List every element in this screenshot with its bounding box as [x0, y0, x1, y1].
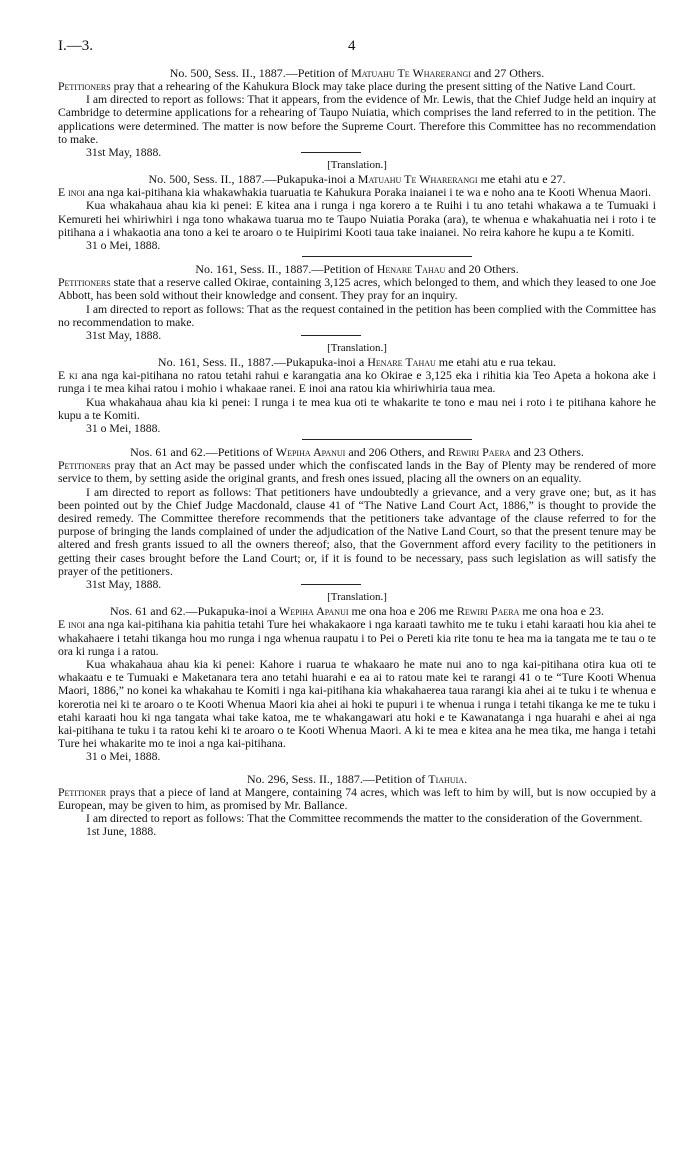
maori-report-text: Kua whakahaua ahau kia ki penei: I runga i te mea kua oti te whakarite te tono e mau nei i roto i te pitihana kahore he kupu a te Komiti. — [58, 395, 656, 422]
translation-label: [Translation.] — [327, 159, 387, 172]
report-date: 31st May, 1888. — [86, 146, 162, 160]
section-title: No. 296, Sess. II., 1887.—Petition of Tiahuia. — [246, 771, 468, 786]
petition-text: Petitioner prays that a piece of land at Mangere, containing 74 acres, which was left to him by will, but is now occupied by a European, may be given to him, as promised by Mr. Ballance. — [58, 785, 656, 812]
maori-report-date: 31 o Mei, 1888. — [86, 422, 161, 436]
divider — [301, 152, 361, 153]
maori-petition-text: E inoi ana nga kai-pitihana kia whakawhakia tuaruatia te Kahukura Poraka inaianei i te wa e noho ana te Kooti Whenua Maori. — [58, 186, 652, 200]
report-text: I am directed to report as follows: That the Committee recommends the matter to the consideration of the Government. — [86, 811, 643, 825]
page-number: 4 — [348, 38, 356, 54]
section-title: No. 500, Sess. II., 1887.—Petition of Matuahu Te Wharerangi and 27 Others. — [169, 66, 545, 80]
section-divider — [302, 256, 472, 257]
divider — [301, 335, 361, 336]
petition-text: Petitioners pray that a rehearing of the Kahukura Block may take place during the present sitting of the Native Land Court. — [58, 80, 636, 93]
petition-text: Petitioners state that a reserve called Okirae, containing 3,125 acres, which belonged to them, and which they leased to one Joe Abbott, has been sold without their knowledge and consent. They pray for an inquiry. — [58, 276, 656, 303]
report-date: 31st May, 1888. — [86, 578, 162, 592]
translation-label: [Translation.] — [327, 342, 387, 355]
report-reference: I.—3. — [58, 38, 93, 54]
report-date: 31st May, 1888. — [86, 329, 162, 343]
maori-petition-text: E inoi ana nga kai-pitihana kia pahitia tetahi Ture hei whakakaore i nga karaati tawhito me te tuku i etahi karaati hou kia ahei te whakahaere i tetahi tikanga hou mo runga i nga whenua raupatu i to Pei o Pereti kia rite tonu te hea ma ia tangata me te tau o te ora ki runga i a ratou. — [58, 618, 656, 658]
maori-section-title: Nos. 61 and 62.—Pukapuka-inoi a Wepiha Apanui me ona hoa e 206 me Rewiri Paera me ona hoa e 23. — [109, 604, 605, 619]
petition-text: Petitioners pray that an Act may be passed under which the confiscated lands in the Bay of Plenty may be rendered of more service to them, by setting aside the original grants, and fresh ones issued, placing all the owners on an equality. — [58, 459, 656, 486]
section-title: Nos. 61 and 62.—Petitions of Wepiha Apanui and 206 Others, and Rewiri Paera and 23 Others. — [130, 445, 584, 460]
translation-label: [Translation.] — [327, 591, 387, 604]
maori-report-text: Kua whakahaua ahau kia ki penei: Kahore i ruarua te whakaaro he mate nui ano to nga kai-pitihana otira kua oti te whakaatu e te Tumuaki e Maketanara tera ano tetahi huarahi e ea ai to ratou mate kei te rarangi 41 o te “Ture Kooti Whenua Maori, 1886,” no konei ka whakahau te Komiti i nga kai-pitihana kia whakahaerea taua rarangi kia ahei ai te tuku i te whenua e korerotia nei ki te aroaro o te Kooti Whenua Maori kia ahei ai hoki te pupuri i te whenua i runga i tetahi tikanga ke me te tuku i etahi karaati hou ki nga tangata whai take katoa, me te whakangawari atu hoki e te Kawanatanga i nga huarahi e ahei ai nga kai-pitihana te tuku i ta ratou kehi ki te aroaro o te Kooti Whenua Maori. A ki te mea e kitea ana he mea tika, me hanga i tetahi Ture hei whakarite mo te inoi a nga kai-pitihana. — [58, 657, 656, 751]
section-title: No. 161, Sess. II., 1887.—Petition of Henare Tahau and 20 Others. — [195, 262, 519, 277]
maori-report-text: Kua whakahaua ahau kia ki penei: E kitea ana i runga i nga korero a te Ruihi i tu ano tetahi whakawa a te Tumuaki i Kemureti hei whiriwhiri i nga tono whakawa tuarua mo te Taupo Nuiatia Poraka (ara), te whenua e whakahuatia nei i roto i te pitihana a i whakaotia ana tono a kei te aroaro o te Huipirimi Kooti taua take inaianei. No reira kahore he kupu a te Komiti. — [58, 199, 656, 239]
maori-petition-text: E ki ana nga kai-pitihana no ratou tetahi rahui e karangatia ana ko Okirae e 3,125 eka i rihitia kia Teo Apeta a hokona ake i runga i te mea kihai ratou i mohio i whakaae ranei. E inoi ana ratou kia whiriwhiria taua mea. — [58, 369, 656, 396]
maori-report-date: 31 o Mei, 1888. — [86, 750, 161, 764]
maori-section-title: No. 500, Sess. II., 1887.—Pukapuka-inoi a Matuahu Te Wharerangi me etahi atu e 27. — [148, 172, 566, 187]
report-text: I am directed to report as follows: That as the request contained in the petition has been complied with the Committee has no recommendation to make. — [58, 302, 656, 329]
divider — [301, 584, 361, 585]
section-divider — [302, 439, 472, 440]
report-text: I am directed to report as follows: That it appears, from the evidence of Mr. Lewis, that the Chief Judge held an inquiry at Cambridge to determine applications for a rehearing of Taupo Nuiatia, which comprises the land referred to in the petition. The applications were determined. The matter is now before the Supreme Court. Therefore this Committee has no recommendation to make. — [58, 93, 656, 146]
report-date: 1st June, 1888. — [86, 825, 157, 839]
maori-section-title: No. 161, Sess. II., 1887.—Pukapuka-inoi a Henare Tahau me etahi atu e rua tekau. — [157, 355, 557, 370]
page-header — [58, 38, 656, 66]
maori-report-date: 31 o Mei, 1888. — [86, 239, 161, 253]
report-text: I am directed to report as follows: That petitioners have undoubtedly a grievance, and a very grave one; but, as it has been pointed out by the Chief Judge Macdonald, clause 41 of “The Native Land Court Act, 1886,” is thought to provide the desired remedy. The Committee therefore recommends that the petitioners take advantage of the clause referred to for the purpose of bringing the lands complained of under the adjudication of the Native Land Court, so that the present tenure may be altered and fresh grants issued to all the owners thereof; also, that the Government afford every facility to the petitioners in getting their cases brought before the Land Court; or, if it is found to be necessary, pass such legislation as will satisfy the prayer of the petitioners. — [58, 485, 656, 578]
